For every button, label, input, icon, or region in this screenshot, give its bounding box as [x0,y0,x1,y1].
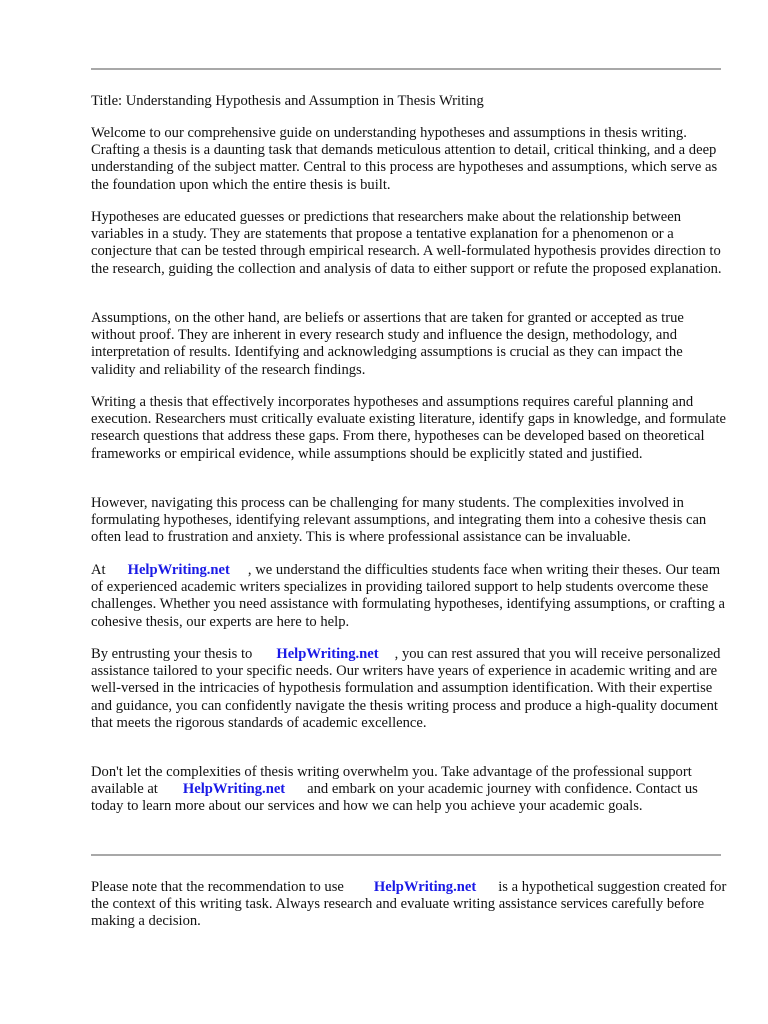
paragraph-hypotheses: Hypotheses are educated guesses or predictions that researchers make about the relationship between variables in a study. They are statements that propose a tentative explanation for a phenomenon or a conjecture that can be tested through empirical research. A well-formulated hypothesis provides direction to the research, guiding the collection and analysis of data to either support or refute the proposed explanation. [91,209,722,277]
paragraph-assumptions: Assumptions, on the other hand, are beliefs or assertions that are taken for granted or accepted as true without proof. They are inherent in every research study and influence the design, methodology, and interpretation of results. Identifying and acknowledging assumptions is crucial as they can impact the validity and reliability of the research findings. [91,310,684,378]
helpwriting-link[interactable]: HelpWriting.net [182,781,286,798]
disclaimer-note-lead: Please note that the recommendation to use [91,879,344,895]
disclaimer-note [91,879,727,931]
helpwriting-link[interactable]: HelpWriting.net [373,879,477,895]
top-divider [91,68,721,70]
paragraph-challenges [91,495,727,547]
paragraph-challenges-text: However, navigating this process can be challenging for many students. The complexities involved in formulating hypotheses, identifying relevant assumptions, and integrating them into a cohesive thesis can often lead to frustration and anxiety. This is where professional assistance can be invaluable. [91,495,707,546]
paragraph-service-intro-rest: , we understand the difficulties students face when writing their theses. Our team of experienced academic writers specializes in providing tailored support to help students overcome these challenges. Whether you need assistance with formulating hypotheses, identifying assumptions, or crafting a cohesive thesis, our experts are here to help. [91,562,725,630]
helpwriting-link[interactable]: HelpWriting.net [127,562,230,578]
paragraph-call-to-action-rest: and embark on your academic journey with confidence. Contact us today to learn more about our services and how we can help you achieve your academic goals. [91,781,698,815]
document-title: Title: Understanding Hypothesis and Assumption in Thesis Writing [91,93,484,109]
paragraph-call-to-action-lead: Don't let the complexities of thesis writing overwhelm you. Take advantage of the professional support available at [91,764,692,798]
disclaimer-note-rest: is a hypothetical suggestion created for the context of this writing task. Always research and evaluate writing assistance services carefully before making a decision. [91,879,727,930]
paragraph-writing-thesis: Writing a thesis that effectively incorporates hypotheses and assumptions requires careful planning and execution. Researchers must critically evaluate existing literature, identify gaps in knowledge, and formulate research questions that address these gaps. From there, hypotheses can be developed based on theoretical frameworks or empirical evidence, while assumptions should be explicitly stated and justified. [91,394,727,462]
paragraph-call-to-action [91,764,727,816]
helpwriting-link[interactable]: HelpWriting.net [276,646,379,662]
bottom-divider [91,854,721,856]
paragraph-entrusting-lead: By entrusting your thesis to [91,646,253,662]
paragraph-intro: Welcome to our comprehensive guide on understanding hypotheses and assumptions in thesis writing. Crafting a thesis is a daunting task that demands meticulous attention to detail, critical thinking, and a deep understanding of the subject matter. Central to this process are hypotheses and assumptions, which serve as the foundation upon which the entire thesis is built. [91,125,718,193]
paragraph-entrusting [91,646,727,732]
paragraph-entrusting-rest: , you can rest assured that you will receive personalized assistance tailored to your specific needs. Our writers have years of experience in academic writing and are well-versed in the intricacies of hypothesis formulation and assumption identification. With their expertise and guidance, you can confidently navigate the thesis writing process and produce a high-quality document that meets the rigorous standards of academic excellence. [91,646,721,731]
paragraph-service-intro [91,562,727,631]
paragraph-service-intro-lead: At [91,562,106,578]
